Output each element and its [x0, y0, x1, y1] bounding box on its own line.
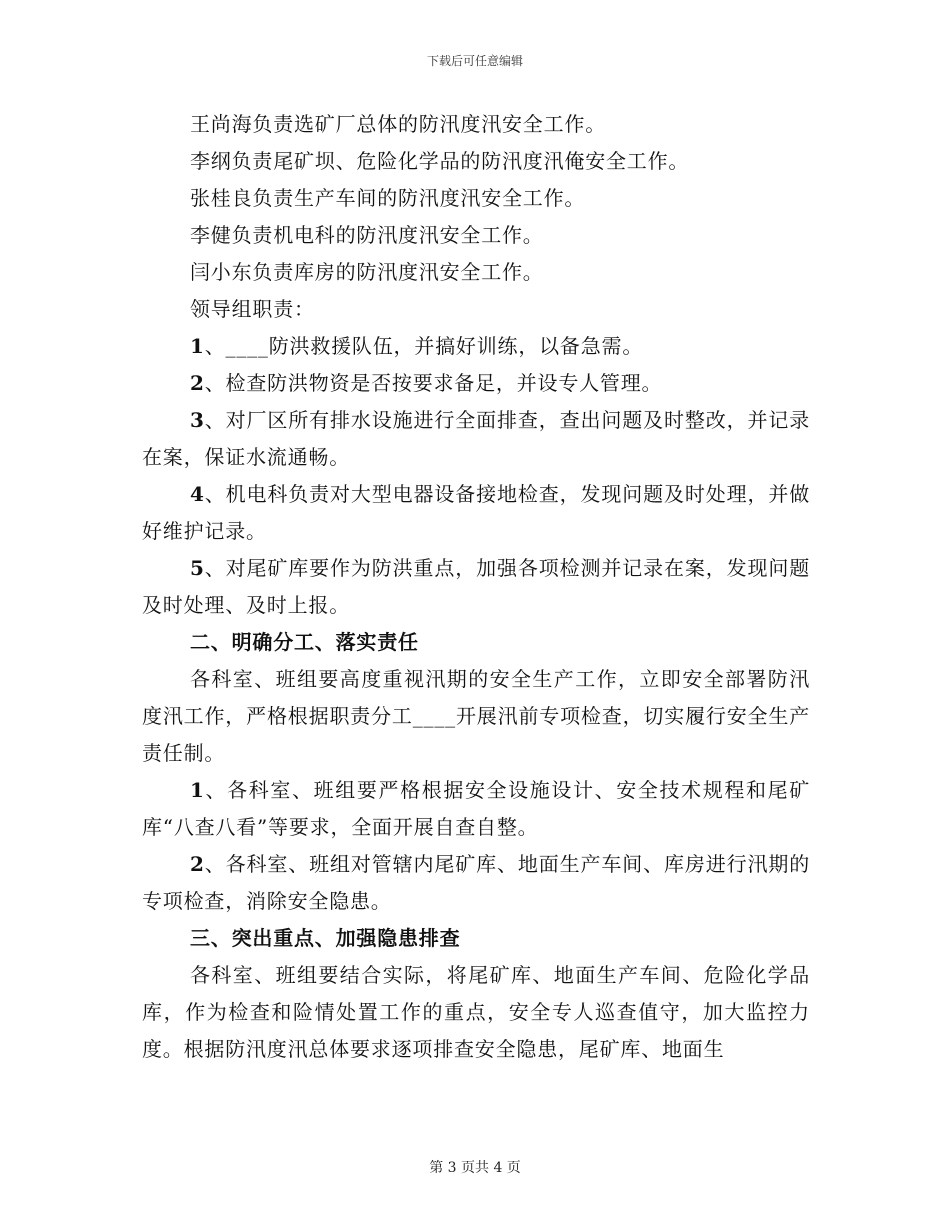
paragraph-4: 李健负责机电科的防汛度汛安全工作。: [190, 223, 544, 247]
list-item-6: 1、各科室、班组要严格根据安全设施设计、安全技术规程和尾矿库“八查八看”等要求，全面开展自查自整。: [142, 778, 810, 839]
paragraph-1: 王尚海负责选矿厂总体的防汛度汛安全工作。: [190, 112, 606, 136]
list-item-1: 1、____防洪救援队伍，并搞好训练，以备急需。: [190, 334, 644, 358]
paragraph-2: 李纲负责尾矿坝、危险化学品的防汛度汛俺安全工作。: [190, 149, 690, 173]
list-item-3: 3、对厂区所有排水设施进行全面排查，查出问题及时整改，并记录在案，保证水流通畅。: [142, 408, 810, 469]
list-item-7: 2、各科室、班组对管辖内尾矿库、地面生产车间、库房进行汛期的专项检查，消除安全隐患。: [142, 852, 810, 913]
document-body: [142, 106, 810, 1068]
paragraph-5: 闫小东负责库房的防汛度汛安全工作。: [190, 260, 544, 284]
list-item-2: 2、检查防洪物资是否按要求备足，并设专人管理。: [190, 371, 663, 395]
list-item-4: 4、机电科负责对大型电器设备接地检查，发现问题及时处理，并做好维护记录。: [142, 482, 810, 543]
paragraph-6: 领导组职责：: [190, 297, 315, 321]
section-heading-3: 三、突出重点、加强隐患排查: [190, 926, 461, 950]
page-header-note: 下载后可任意编辑: [426, 54, 523, 68]
paragraph-8: 各科室、班组要结合实际，将尾矿库、地面生产车间、危险化学品库，作为检查和险情处置工作的重点，安全专人巡查值守，加大监控力度。根据防汛度汛总体要求逐项排查安全隐患，尾矿库、地面生: [142, 963, 810, 1061]
paragraph-3: 张桂良负责生产车间的防汛度汛安全工作。: [190, 186, 586, 210]
page-footer: 第 3 页共 4 页: [429, 1160, 521, 1176]
section-heading-2: 二、明确分工、落实责任: [190, 630, 419, 654]
list-item-5: 5、对尾矿库要作为防洪重点，加强各项检测并记录在案，发现问题及时处理、及时上报。: [142, 556, 810, 617]
paragraph-7: 各科室、班组要高度重视汛期的安全生产工作，立即安全部署防汛度汛工作，严格根据职责分工____开展汛前专项检查，切实履行安全生产责任制。: [142, 667, 810, 765]
